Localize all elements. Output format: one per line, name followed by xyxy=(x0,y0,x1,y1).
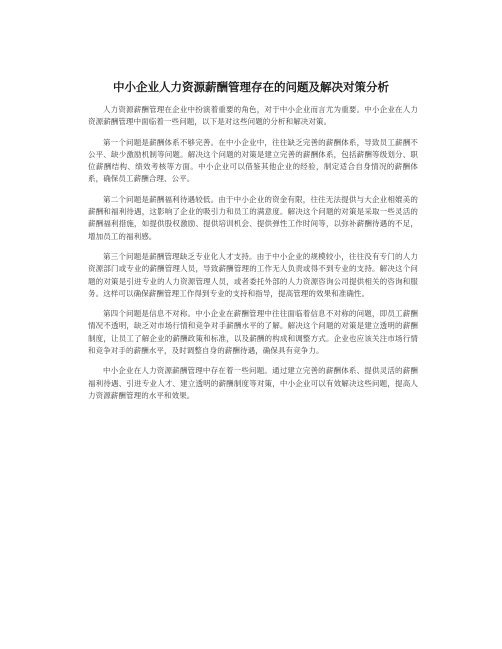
document-title: 中小企业人力资源薪酬管理存在的问题及解决对策分析 xyxy=(113,80,389,94)
paragraph-problem-2: 第二个问题是薪酬福利待遇较低。由于中小企业的资金有限，往往无法提供与大企业相媲美的薪酬和福利待遇，这影响了企业的吸引力和员工的满意度。解决这个问题的对策是采取一些灵活的薪酬福利措施，如提供股权激励、提供培训机会、提供弹性工作时间等，以弥补薪酬待遇的不足，增加员工的福利感。 xyxy=(88,194,418,241)
paragraph-conclusion: 中小企业在人力资源薪酬管理中存在着一些问题。通过建立完善的薪酬体系、提供灵活的薪酬福利待遇、引进专业人才、建立透明的薪酬制度等对策，中小企业可以有效解决这些问题，提高人力资源薪酬管理的水平和效果。 xyxy=(88,366,418,400)
paragraph-intro: 人力资源薪酬管理在企业中扮演着重要的角色，对于中小企业而言尤为重要。中小企业在人力资源薪酬管理中面临着一些问题，以下是对这些问题的分析和解决对策。 xyxy=(88,105,418,127)
document-body xyxy=(88,104,418,410)
paragraph-problem-1: 第一个问题是薪酬体系不够完善。在中小企业中，往往缺乏完善的薪酬体系，导致员工薪酬不公平、缺少激励机制等问题。解决这个问题的对策是建立完善的薪酬体系，包括薪酬等级划分、职位薪酬结构、绩效考核等方面。中小企业可以借鉴其他企业的经验，制定适合自身情况的薪酬体系，确保员工薪酬合理、公平。 xyxy=(88,137,418,184)
paragraph-problem-4: 第四个问题是信息不对称。中小企业在薪酬管理中往往面临着信息不对称的问题，即员工薪酬情况不透明，缺乏对市场行情和竞争对手薪酬水平的了解。解决这个问题的对策是建立透明的薪酬制度，让员工了解企业的薪酬政策和标准，以及薪酬的构成和调整方式。企业也应该关注市场行情和竞争对手的薪酬水平，及时调整自身的薪酬待遇，确保具有竞争力。 xyxy=(88,309,418,356)
paragraph-problem-3: 第三个问题是薪酬管理缺乏专业化人才支持。由于中小企业的规模较小，往往没有专门的人力资源部门或专业的薪酬管理人员，导致薪酬管理的工作无人负责或得不到专业的支持。解决这个问题的对策是引进专业的人力资源管理人员，或者委托外部的人力资源咨询公司提供相关的咨询和服务。这样可以确保薪酬管理工作得到专业的支持和指导，提高管理的效果和准确性。 xyxy=(88,251,418,298)
